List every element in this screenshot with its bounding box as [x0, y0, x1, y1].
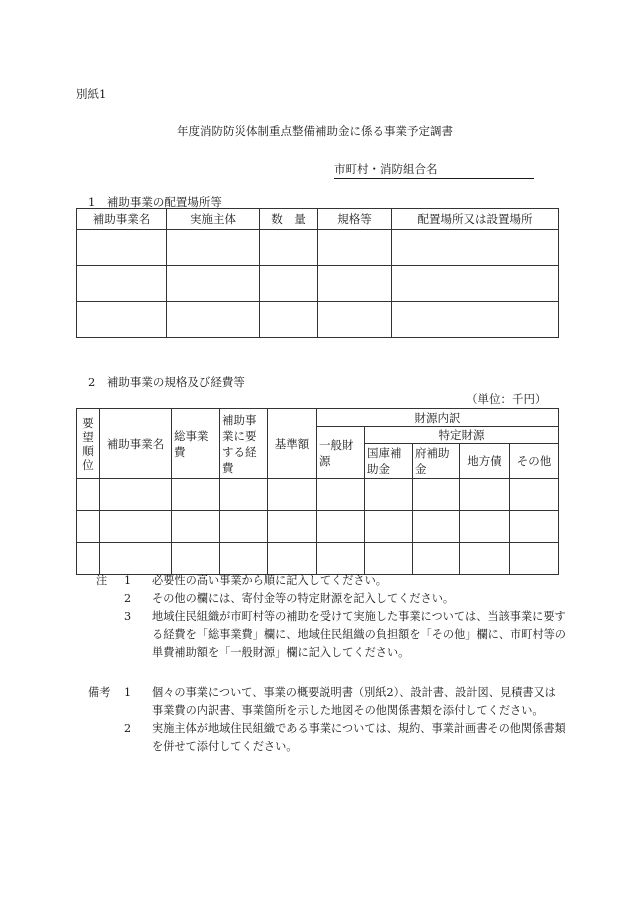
remark-text: 実施主体が地域住民組織である事業については、規約、事業計画書その他関係書類を併せて添付してください。	[152, 722, 566, 753]
note-text: その他の欄には、寄付金等の特定財源を記入してください。	[152, 592, 455, 605]
table-cell[interactable]	[510, 479, 559, 511]
table-cell[interactable]	[172, 479, 220, 511]
header-general-funds: 一般財源	[317, 427, 365, 479]
header-other: その他	[510, 444, 559, 479]
remarks-block	[88, 684, 566, 756]
table-cell[interactable]	[77, 302, 167, 338]
header-implementing-body: 実施主体	[167, 209, 260, 230]
unit-label: （単位：千円）	[466, 392, 547, 406]
placement-table	[76, 208, 559, 338]
table-cell[interactable]	[365, 479, 413, 511]
table-row	[77, 543, 559, 575]
table-cell[interactable]	[172, 511, 220, 543]
table-cell[interactable]	[220, 479, 268, 511]
table-cell[interactable]	[220, 511, 268, 543]
table-cell[interactable]	[318, 230, 392, 266]
table-cell[interactable]	[460, 479, 510, 511]
header-total-cost: 総事業費	[172, 409, 220, 479]
table-cell[interactable]	[100, 543, 172, 575]
note-item	[96, 590, 566, 608]
header-location: 配置場所又は設置場所	[392, 209, 559, 230]
table-cell[interactable]	[260, 230, 318, 266]
table-cell[interactable]	[77, 266, 167, 302]
table-cell[interactable]	[392, 266, 559, 302]
document-title: 年度消防防災体制重点整備補助金に係る事業予定調書	[177, 124, 453, 138]
note-item	[96, 572, 566, 590]
cost-table	[76, 408, 559, 575]
table-cell[interactable]	[77, 230, 167, 266]
header-project-name: 補助事業名	[77, 209, 167, 230]
table-row	[77, 230, 559, 266]
table-row	[77, 302, 559, 338]
section2-heading: 2 補助事業の規格及び経費等	[88, 375, 245, 389]
table-cell[interactable]	[268, 479, 317, 511]
remark-number: 1	[124, 686, 132, 699]
table-cell[interactable]	[100, 511, 172, 543]
header-prefectural-subsidy: 府補助金	[413, 444, 460, 479]
header-project-name: 補助事業名	[100, 409, 172, 479]
table-cell[interactable]	[167, 230, 260, 266]
table-cell[interactable]	[77, 479, 100, 511]
remark-item	[88, 684, 566, 720]
remarks-label: 備考	[88, 686, 111, 699]
table-cell[interactable]	[77, 543, 100, 575]
table-cell[interactable]	[167, 302, 260, 338]
table-cell[interactable]	[260, 302, 318, 338]
table-header-row	[77, 409, 559, 427]
table-cell[interactable]	[460, 543, 510, 575]
table-cell[interactable]	[365, 511, 413, 543]
table-cell[interactable]	[510, 543, 559, 575]
notes-label: 注	[96, 574, 108, 587]
remark-item	[88, 720, 566, 756]
attachment-label: 別紙1	[76, 87, 107, 101]
header-specific-funds: 特定財源	[365, 427, 559, 444]
table-cell[interactable]	[392, 302, 559, 338]
header-quantity: 数 量	[260, 209, 318, 230]
table-row	[77, 511, 559, 543]
table-cell[interactable]	[413, 543, 460, 575]
header-priority: 要望順位	[77, 409, 100, 479]
table-row	[77, 479, 559, 511]
table-cell[interactable]	[413, 479, 460, 511]
table-cell[interactable]	[167, 266, 260, 302]
table-cell[interactable]	[172, 543, 220, 575]
table-cell[interactable]	[413, 511, 460, 543]
note-item	[96, 608, 566, 662]
table-cell[interactable]	[510, 511, 559, 543]
header-required-cost: 補助事業に要する経費	[220, 409, 268, 479]
note-number: 2	[124, 592, 132, 605]
table-cell[interactable]	[268, 543, 317, 575]
note-number: 3	[124, 610, 132, 623]
section1-heading: 1 補助事業の配置場所等	[88, 195, 222, 209]
table-cell[interactable]	[77, 511, 100, 543]
table-row	[77, 266, 559, 302]
header-local-bonds: 地方債	[460, 444, 510, 479]
header-base-amount: 基準額	[268, 409, 317, 479]
remark-number: 2	[124, 722, 132, 735]
table-cell[interactable]	[317, 511, 365, 543]
note-number: 1	[124, 574, 132, 587]
table-cell[interactable]	[317, 543, 365, 575]
table-cell[interactable]	[317, 479, 365, 511]
header-funding-breakdown: 財源内訳	[317, 409, 559, 427]
table-cell[interactable]	[268, 511, 317, 543]
notes-block	[96, 572, 566, 662]
table-cell[interactable]	[460, 511, 510, 543]
table-cell[interactable]	[260, 266, 318, 302]
table-cell[interactable]	[100, 479, 172, 511]
table-cell[interactable]	[318, 266, 392, 302]
remark-text: 個々の事業について、事業の概要説明書（別紙2）、設計書、設計図、見積書又は事業費の内訳書、事業箇所を示した地図その他関係書類を添付してください。	[152, 686, 556, 717]
note-text: 地域住民組織が市町村等の補助を受けて実施した事業については、当該事業に要する経費を「総事業費」欄に、地域住民組織の負担額を「その他」欄に、市町村等の単費補助額を「一般財源」欄に記入してください。	[152, 610, 566, 659]
table-cell[interactable]	[392, 230, 559, 266]
note-text: 必要性の高い事業から順に記入してください。	[152, 574, 387, 587]
table-cell[interactable]	[318, 302, 392, 338]
header-specification: 規格等	[318, 209, 392, 230]
table-cell[interactable]	[365, 543, 413, 575]
table-header-row	[77, 209, 559, 230]
table-cell[interactable]	[220, 543, 268, 575]
header-national-subsidy: 国庫補助金	[365, 444, 413, 479]
municipality-label: 市町村・消防組合名	[334, 161, 534, 179]
